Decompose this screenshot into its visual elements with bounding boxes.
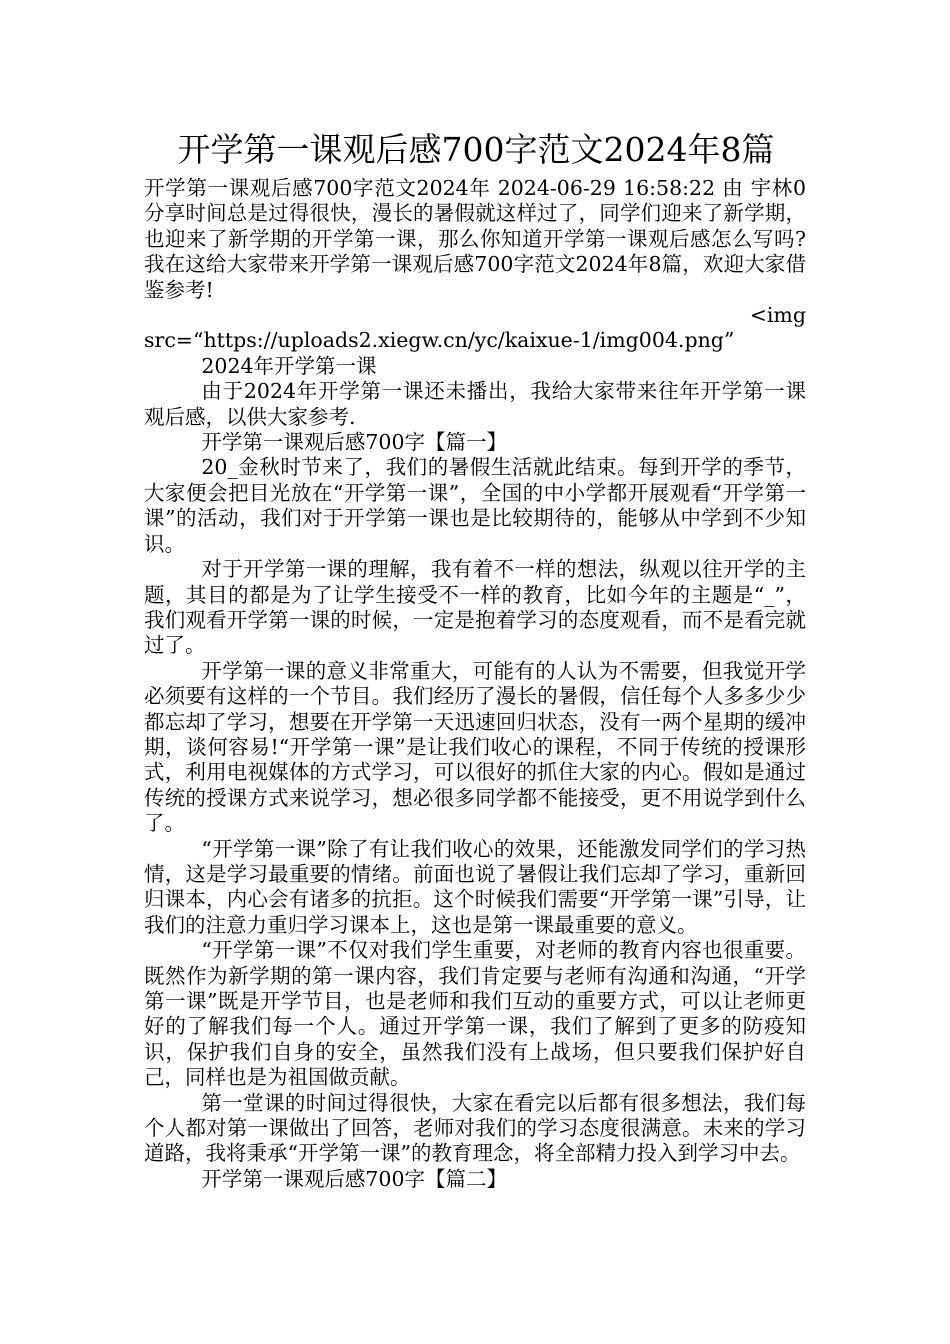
section-heading: 2024年开学第一课 xyxy=(201,353,377,378)
intro-paragraph: 开学第一课观后感700字范文2024年 2024-06-29 16:58:22 由 宇林0分享时间总是过得很快，漫长的暑假就这样过了，同学们迎来了新学期，也迎来了新学期的开学第一课，那么你知道开学第一课观后感怎么写吗?我在这给大家带来开学第一课观后感700字范文2024年8篇，欢迎大家借鉴参考! xyxy=(144,176,806,302)
body-paragraph: 对于开学第一课的理解，我有着不一样的想法，纵观以往开学的主题，其目的都是为了让学生接受不一样的教育，比如今年的主题是“_”，我们观看开学第一课的时候，一定是抱着学习的态度观看，而不是看完就过了。 xyxy=(144,557,806,658)
article-heading-1: 开学第一课观后感700字【篇一】 xyxy=(201,430,508,455)
body-paragraph: 由于2024年开学第一课还未播出，我给大家带来往年开学第一课观后感，以供大家参考. xyxy=(144,379,806,429)
article-heading-2: 开学第一课观后感700字【篇二】 xyxy=(201,1166,508,1191)
document-page xyxy=(144,128,806,1192)
body-paragraph: 20_金秋时节来了，我们的暑假生活就此结束。每到开学的季节，大家便会把目光放在“开学第一课”，全国的中小学都开展观看“开学第一课”的活动，我们对于开学第一课也是比较期待的，能够从中学到不少知识。 xyxy=(144,455,806,556)
img-src-fragment: src=“https://uploads2.xiegw.cn/yc/kaixue-1/img004.png” xyxy=(144,328,735,353)
body-paragraph: “开学第一课”除了有让我们收心的效果，还能激发同学们的学习热情，这是学习最重要的情绪。前面也说了暑假让我们忘却了学习，重新回归课本，内心会有诸多的抗拒。这个时候我们需要“开学第一课”引导，让我们的注意力重归学习课本上，这也是第一课最重要的意义。 xyxy=(144,836,806,937)
img-tag-fragment: <img xyxy=(749,303,806,328)
body-paragraph: 开学第一课的意义非常重大，可能有的人认为不需要，但我觉开学必须要有这样的一个节目。我们经历了漫长的暑假，信任每个人多多少少都忘却了学习，想要在开学第一天迅速回归状态，没有一两个星期的缓冲期，谈何容易!“开学第一课”是让我们收心的课程，不同于传统的授课形式，利用电视媒体的方式学习，可以很好的抓住大家的内心。假如是通过传统的授课方式来说学习，想必很多同学都不能接受，更不用说学到什么了。 xyxy=(144,658,806,836)
document-title: 开学第一课观后感700字范文2024年8篇 xyxy=(177,130,775,169)
body-paragraph: “开学第一课”不仅对我们学生重要，对老师的教育内容也很重要。既然作为新学期的第一课内容，我们肯定要与老师有沟通和沟通，“开学第一课”既是开学节目，也是老师和我们互动的重要方式，可以让老师更好的了解我们每一个人。通过开学第一课，我们了解到了更多的防疫知识，保护我们自身的安全，虽然我们没有上战场，但只要我们保护好自己，同样也是为祖国做贡献。 xyxy=(144,938,806,1090)
body-paragraph: 第一堂课的时间过得很快，大家在看完以后都有很多想法，我们每个人都对第一课做出了回答，老师对我们的学习态度很满意。未来的学习道路，我将秉承“开学第一课”的教育理念，将全部精力投入到学习中去。 xyxy=(144,1090,806,1166)
